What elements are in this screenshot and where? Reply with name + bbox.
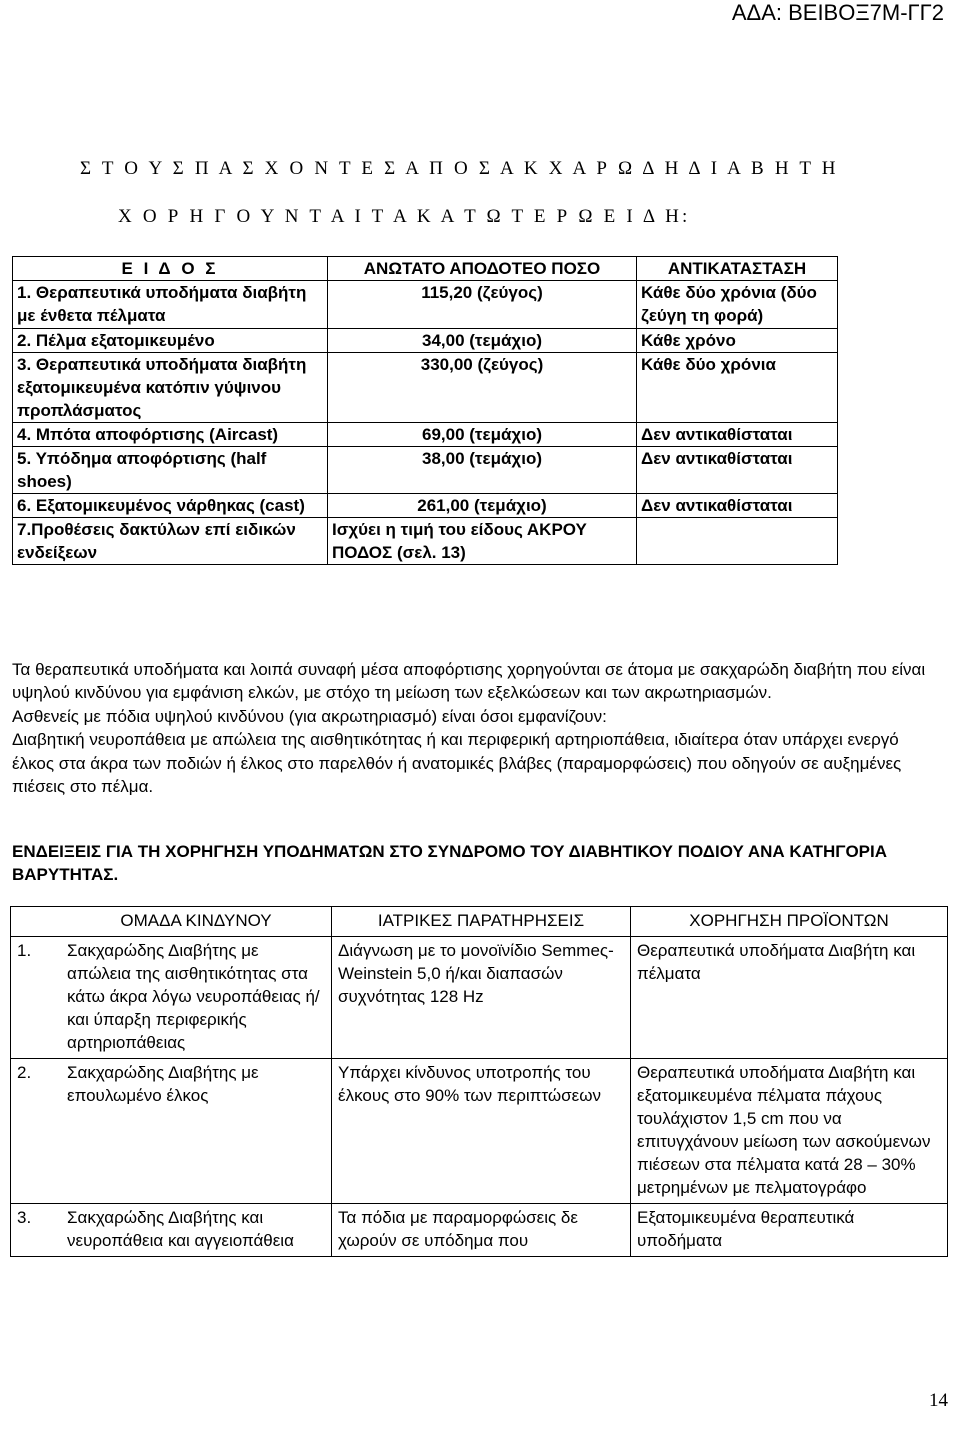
table-row: [11, 1204, 948, 1257]
amount-cell: 69,00 (τεμάχιο): [328, 423, 637, 447]
table-row: [13, 353, 838, 423]
row-number: 3.: [11, 1204, 66, 1257]
header-provision: ΧΟΡΗΓΗΣΗ ΠΡΟΪΟΝΤΩΝ: [631, 907, 948, 937]
body-paragraph: [12, 658, 938, 798]
table-row: [13, 447, 838, 494]
header-item: Ε Ι Δ Ο Σ: [13, 257, 328, 281]
table-row: [13, 518, 838, 565]
risk-group-cell: Σακχαρώδης Διαβήτης και νευροπάθεια και αγγειοπάθεια: [65, 1204, 332, 1257]
amount-cell: 261,00 (τεμάχιο): [328, 494, 637, 518]
ada-code: ΑΔΑ: ΒΕΙΒΟΞ7Μ-ΓΓ2: [731, 0, 944, 25]
item-cell: 1. Θεραπευτικά υποδήματα διαβήτη με ένθετα πέλματα: [13, 281, 328, 329]
risk-group-cell: Σακχαρώδης Διαβήτης με επουλωμένο έλκος: [65, 1059, 332, 1204]
observations-cell: Διάγνωση με το μονοϊνίδιο Semmeς-Weinstein 5,0 ή/και διαπασών συχνότητας 128 Hz: [332, 937, 631, 1059]
item-cell: 7.Προθέσεις δακτύλων επί ειδικών ενδείξεων: [13, 518, 328, 565]
replacement-cell: [637, 518, 838, 565]
observations-cell: Υπάρχει κίνδυνος υποτροπής του έλκους στο 90% των περιπτώσεων: [332, 1059, 631, 1204]
header-num: [11, 907, 66, 937]
row-number: 1.: [11, 937, 66, 1059]
observations-cell: Τα πόδια με παραμορφώσεις δε χωρούν σε υπόδημα που: [332, 1204, 631, 1257]
amount-cell: 330,00 (ζεύγος): [328, 353, 637, 423]
amount-cell: 34,00 (τεμάχιο): [328, 329, 637, 353]
paragraph-line-3: Διαβητική νευροπάθεια με απώλεια της αισθητικότητας ή και περιφερική αρτηριοπάθεια, ιδιαίτερα όταν υπάρχει ενεργό έλκος στα άκρα των ποδιών ή έλκος στο παρελθόν ή ανατομικές βλάβες (παραμορφώσεις) που οδηγούν σε αυξημένες πιέσεις στο πέλμα.: [12, 730, 902, 797]
page-number: 14: [929, 1390, 948, 1411]
item-cell: 3. Θεραπευτικά υποδήματα διαβήτη εξατομικευμένα κατόπιν γύψινου προπλάσματος: [13, 353, 328, 423]
amount-cell: 115,20 (ζεύγος): [328, 281, 637, 329]
replacement-cell: Δεν αντικαθίσταται: [637, 494, 838, 518]
paragraph-line-1: Τα θεραπευτικά υποδήματα και λοιπά συναφή μέσα αποφόρτισης χορηγούνται σε άτομα με σακχαρώδη διαβήτη που είναι υψηλού κινδύνου για εμφάνιση ελκών, με στόχο τη μείωση των εξελκώσεων και των ακρωτηριασμών.: [12, 660, 926, 703]
item-cell: 2. Πέλμα εξατομικευμένο: [13, 329, 328, 353]
risk-groups-table: [10, 906, 948, 1257]
row-number: 2.: [11, 1059, 66, 1204]
heading-line-2: Χ Ο Ρ Η Γ Ο Υ Ν Τ Α Ι Τ Α Κ Α Τ Ω Τ Ε Ρ Ω Ε Ι Δ Η:: [118, 206, 691, 227]
amount-cell: Ισχύει η τιμή του είδους ΑΚΡΟΥ ΠΟΔΟΣ (σελ. 13): [328, 518, 637, 565]
table-row: [11, 937, 948, 1059]
replacement-cell: Κάθε δύο χρόνια: [637, 353, 838, 423]
risk-group-cell: Σακχαρώδης Διαβήτης με απώλεια της αισθητικότητας στα κάτω άκρα λόγω νευροπάθειας ή/και ύπαρξη περιφερικής αρτηριοπάθειας: [65, 937, 332, 1059]
section-heading: ΕΝΔΕΙΞΕΙΣ ΓΙΑ ΤΗ ΧΟΡΗΓΗΣΗ ΥΠΟΔΗΜΑΤΩΝ ΣΤΟ ΣΥΝΔΡΟΜΟ ΤΟΥ ΔΙΑΒΗΤΙΚΟΥ ΠΟΔΙΟΥ ΑΝΑ ΚΑΤΗΓΟΡΙΑ ΒΑΡΥΤΗΤΑΣ.: [12, 842, 888, 884]
replacement-cell: Δεν αντικαθίσταται: [637, 423, 838, 447]
paragraph-line-2: Ασθενείς με πόδια υψηλού κινδύνου (για ακρωτηριασμό) είναι όσοι εμφανίζουν:: [12, 706, 607, 726]
header-observations: ΙΑΤΡΙΚΕΣ ΠΑΡΑΤΗΡΗΣΕΙΣ: [332, 907, 631, 937]
header-max-amount: ΑΝΩΤΑΤΟ ΑΠΟΔΟΤΕΟ ΠΟΣΟ: [328, 257, 637, 281]
heading-line-1: Σ Τ Ο Υ Σ Π Α Σ Χ Ο Ν Τ Ε Σ Α Π Ο Σ Α Κ Χ Α Ρ Ω Δ Η Δ Ι Α Β Η Τ Η: [80, 158, 839, 179]
provision-cell: Θεραπευτικά υποδήματα Διαβήτη και εξατομικευμένα πέλματα πάχους τουλάχιστον 1,5 cm που να επιτυγχάνουν μείωση των ασκούμενων πιέσεων στα πέλματα κατά 28 – 30% μετρημένων με πελματογράφο: [631, 1059, 948, 1204]
products-table: [12, 256, 838, 565]
table-row: [13, 423, 838, 447]
replacement-cell: Κάθε χρόνο: [637, 329, 838, 353]
item-cell: 5. Υπόδημα αποφόρτισης (half shoes): [13, 447, 328, 494]
table-row: [13, 494, 838, 518]
table-row: [13, 329, 838, 353]
table-row: [13, 281, 838, 329]
item-cell: 6. Εξατομικευμένος νάρθηκας (cast): [13, 494, 328, 518]
header-risk-group: ΟΜΑΔΑ ΚΙΝΔΥΝΟΥ: [65, 907, 332, 937]
provision-cell: Εξατομικευμένα θεραπευτικά υποδήματα: [631, 1204, 948, 1257]
replacement-cell: Κάθε δύο χρόνια (δύο ζεύγη τη φορά): [637, 281, 838, 329]
header-replacement: ΑΝΤΙΚΑΤΑΣΤΑΣΗ: [637, 257, 838, 281]
item-cell: 4. Μπότα αποφόρτισης (Aircast): [13, 423, 328, 447]
table-header-row: [11, 907, 948, 937]
table-row: [11, 1059, 948, 1204]
provision-cell: Θεραπευτικά υποδήματα Διαβήτη και πέλματα: [631, 937, 948, 1059]
amount-cell: 38,00 (τεμάχιο): [328, 447, 637, 494]
replacement-cell: Δεν αντικαθίσταται: [637, 447, 838, 494]
table-header-row: [13, 257, 838, 281]
